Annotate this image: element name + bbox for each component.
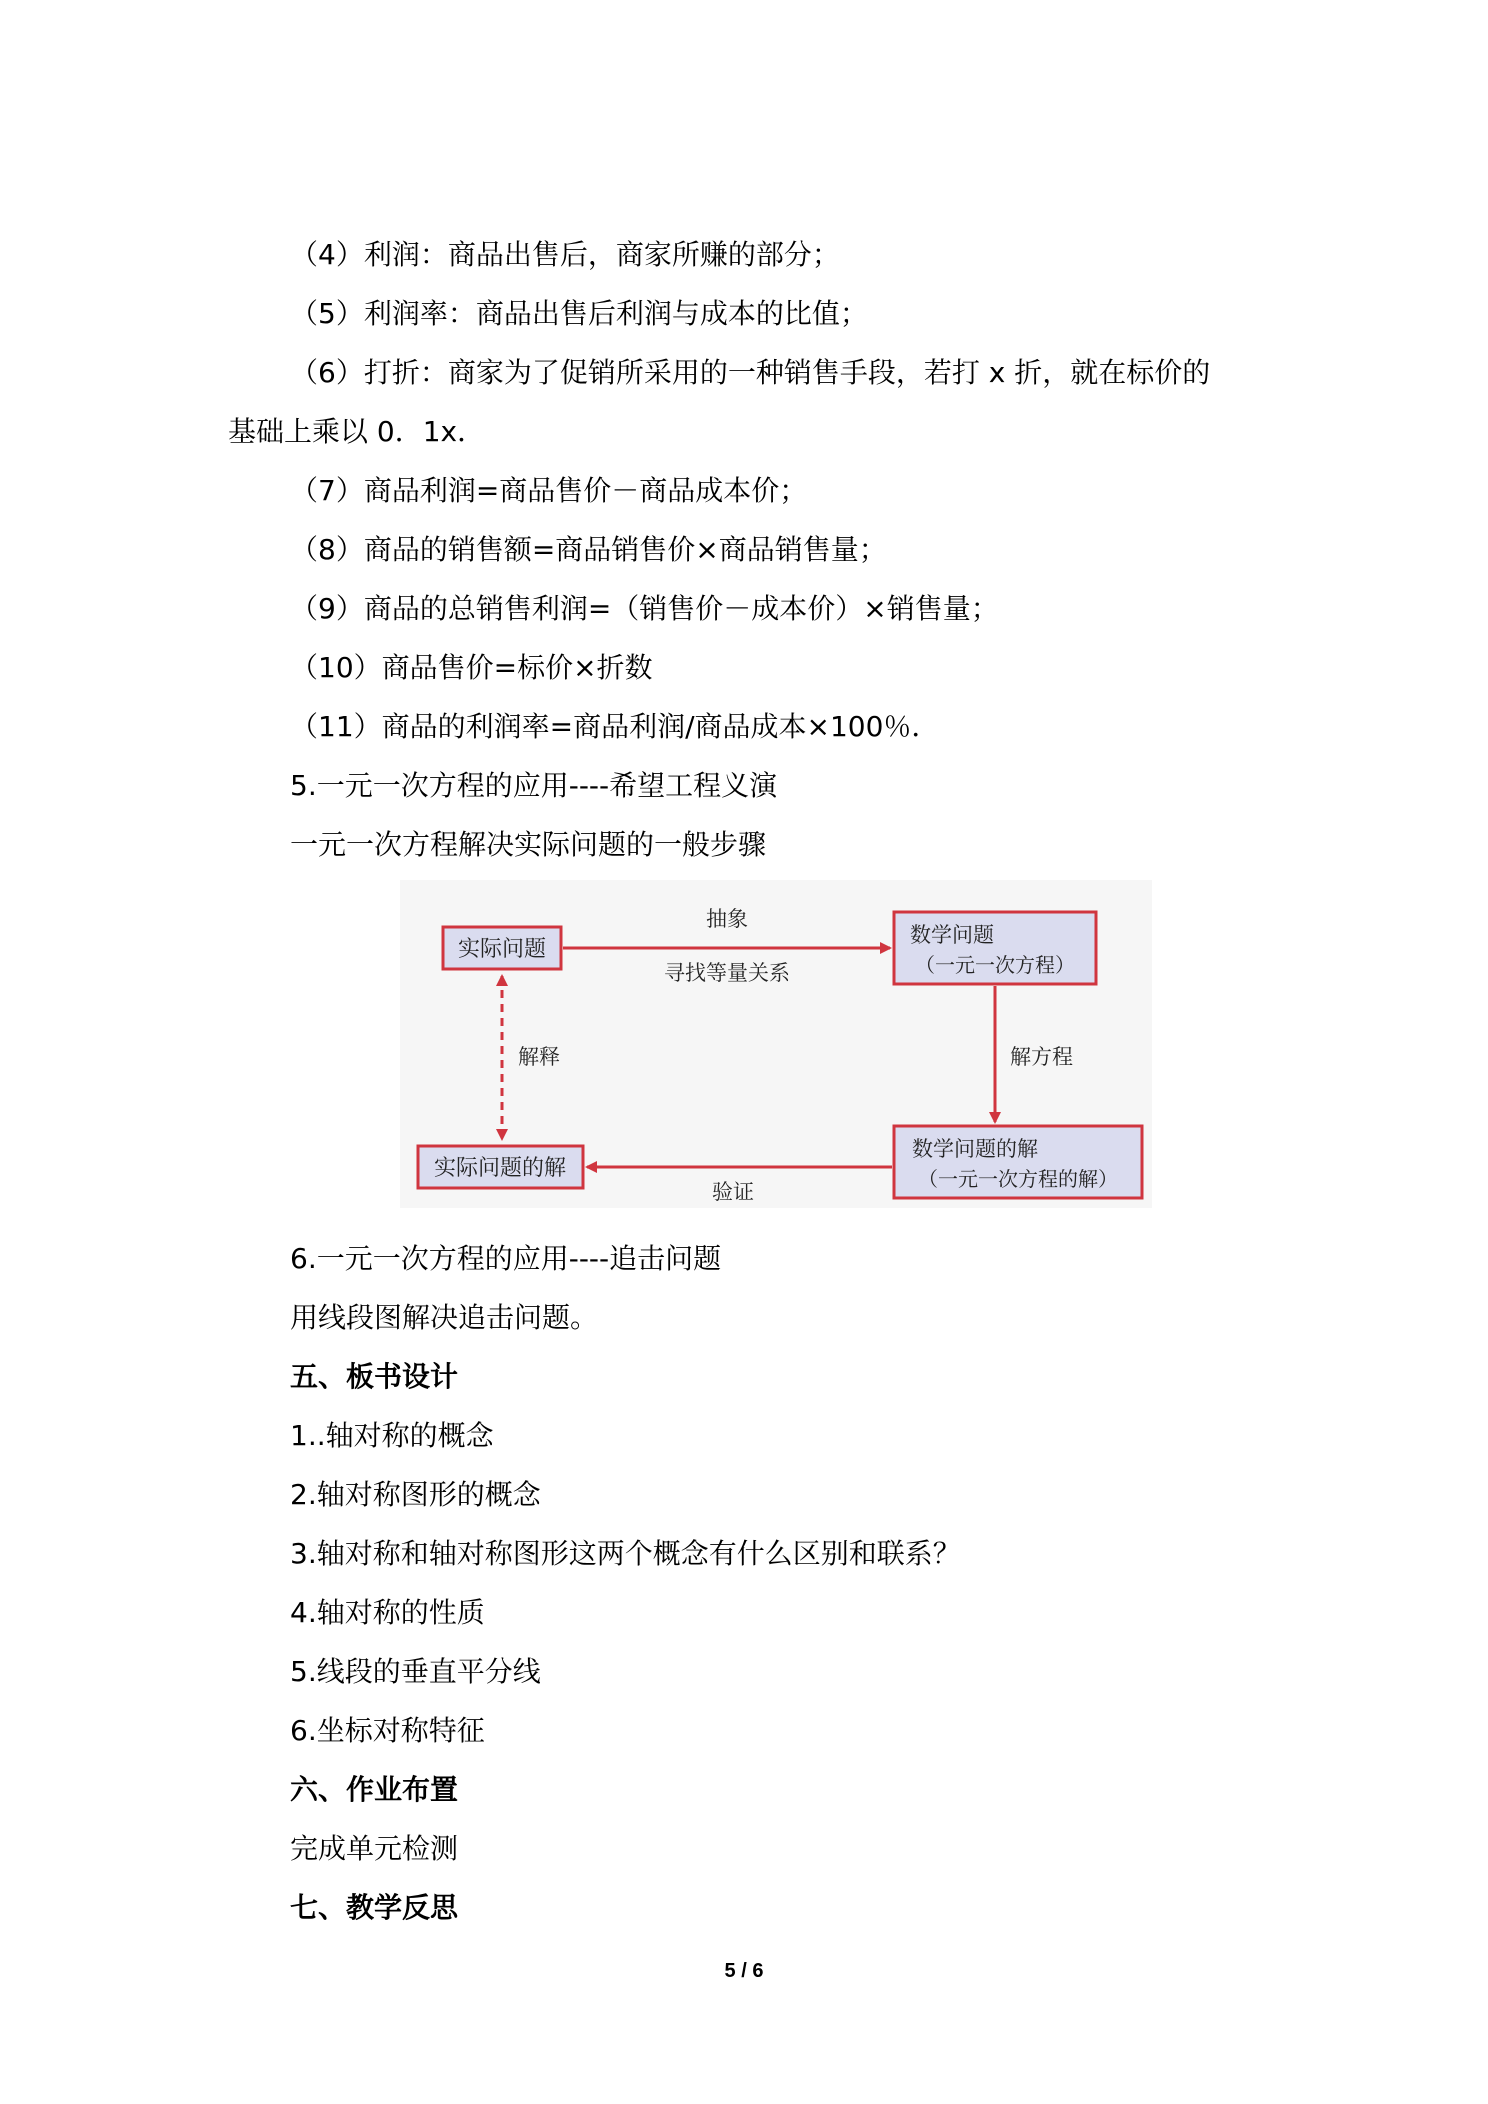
board-item: 1..轴对称的概念 [290,1419,494,1452]
section-title-reflection: 七、教学反思 [290,1891,459,1924]
list-item-formula-sales: （8）商品的销售额=商品销售价×商品销售量； [290,533,887,566]
list-item-profit-rate: （5）利润率：商品出售后利润与成本的比值； [290,297,868,330]
box-math-problem-line1: 数学问题 [910,923,994,947]
paragraph-general-steps: 一元一次方程解决实际问题的一般步骤 [290,828,767,861]
flow-diagram [400,880,1152,1208]
section-title-board-design: 五、板书设计 [290,1360,459,1393]
label-find-equal: 寻找等量关系 [664,961,790,985]
label-abstract: 抽象 [706,907,748,931]
paragraph-line-diagram: 用线段图解决追击问题。 [290,1301,599,1334]
box-math-solution-line2: （一元一次方程的解） [918,1167,1118,1191]
box-real-problem-label: 实际问题 [457,937,547,962]
label-solve: 解方程 [1010,1045,1073,1069]
label-explain: 解释 [518,1045,560,1069]
list-item-formula-rate: （11）商品的利润率=商品利润/商品成本×100％． [290,710,940,743]
board-item: 3.轴对称和轴对称图形这两个概念有什么区别和联系？ [290,1537,961,1570]
box-math-solution [894,1126,1142,1198]
board-item: 2.轴对称图形的概念 [290,1478,541,1511]
label-verify: 验证 [712,1180,754,1204]
heading-application-5: 5.一元一次方程的应用----希望工程义演 [290,769,778,802]
list-item-formula-total-profit: （9）商品的总销售利润=（销售价－成本价）×销售量； [290,592,999,625]
homework-text: 完成单元检测 [290,1832,459,1865]
box-real-solution [418,1146,583,1188]
list-item-formula-price: （10）商品售价=标价×折数 [290,651,653,684]
list-item-discount: （6）打折：商家为了促销所采用的一种销售手段，若打 x 折，就在标价的 [290,356,1211,389]
list-item-discount-cont: 基础上乘以 0．1x． [228,415,486,448]
list-item-formula-profit: （7）商品利润=商品售价－商品成本价； [290,474,808,507]
page-number: 5 / 6 [724,1960,764,1982]
heading-application-6: 6.一元一次方程的应用----追击问题 [290,1242,722,1275]
box-math-problem-line2: （一元一次方程） [915,953,1075,977]
board-item: 6.坐标对称特征 [290,1714,485,1747]
box-real-solution-label: 实际问题的解 [433,1156,567,1181]
board-item: 5.线段的垂直平分线 [290,1655,541,1688]
box-math-problem [894,912,1096,984]
box-math-solution-line1: 数学问题的解 [912,1137,1038,1161]
board-item: 4.轴对称的性质 [290,1596,485,1629]
list-item-profit: （4）利润：商品出售后，商家所赚的部分； [290,238,840,271]
section-title-homework: 六、作业布置 [290,1773,459,1806]
box-real-problem [443,927,561,969]
